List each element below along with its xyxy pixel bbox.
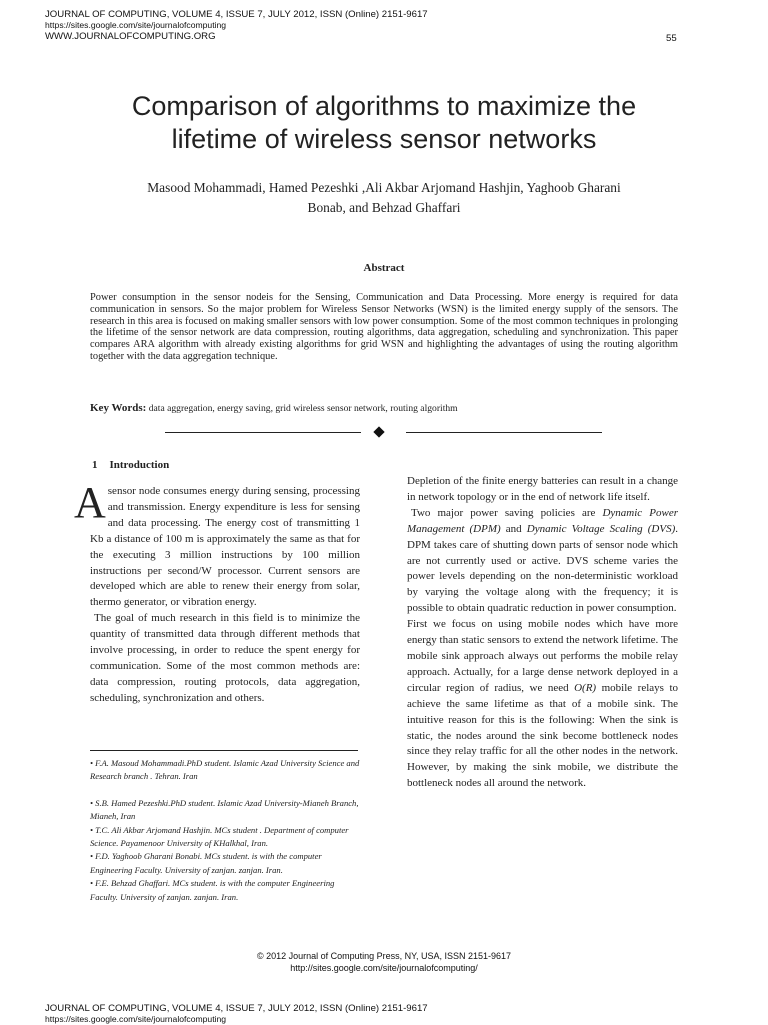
intro-paragraph-1-text: sensor node consumes energy during sensing, processing and transmission. Energy expenditure is less for sensing and data processing. The energy cost of transmitting 1 Kb a distance of 100 m is approximately the same as that for the executing 3 million instructions by 100 million instructions per second/W processor. Current sensors are developed which are able to renew their energy from solar, thermo generator, or vibration energy. — [90, 485, 360, 609]
separator-right — [406, 432, 602, 433]
title-line-2: lifetime of wireless sensor networks — [171, 124, 597, 154]
footnote-item — [90, 850, 360, 877]
big-o-term: O(R) — [574, 681, 597, 694]
footnote-text: F.A. Masoud Mohammadi.PhD student. Islamic Azad University Science and Research branch . Tehran. Iran — [90, 758, 360, 782]
bullet-icon: • — [90, 797, 94, 808]
separator-left — [165, 432, 361, 433]
authors-line-1: Masood Mohammadi, Hamed Pezeshki ,Ali Akbar Arjomand Hashjin, Yaghoob Gharani — [147, 180, 621, 195]
drop-cap: A — [74, 478, 106, 527]
bullet-icon: • — [90, 758, 94, 768]
bullet-icon: • — [90, 824, 94, 835]
p3-text-b: mobile relays to achieve the same lifetime as that of a mobile sink. The intuitive reason for this is the following: When the sink is static, the nodes around the sink become bottleneck nodes since they relay traffic for all the other nodes in the network. However, by making the sink mobile, we distribute the bottleneck nodes all around the network. — [407, 681, 678, 790]
footer-url[interactable]: http://sites.google.com/site/journalofcomputing/ — [290, 963, 478, 973]
title-line-1: Comparison of algorithms to maximize the — [131, 91, 637, 121]
footnote-text: S.B. Hamed Pezeshki.PhD student. Islamic Azad University-Mianeh Branch, Mianeh, Iran — [90, 797, 359, 822]
p2-text-a: Two major power saving policies are — [411, 506, 603, 519]
footnote-text: F.E. Behzad Ghaffari. MCs student. is with the computer Engineering Faculty. University of zanjan. zanjan. Iran. — [90, 878, 335, 902]
right-column — [407, 474, 678, 792]
journal-line: JOURNAL OF COMPUTING, VOLUME 4, ISSUE 7, JULY 2012, ISSN (Online) 2151-9617 — [45, 9, 428, 20]
right-paragraph-3 — [407, 617, 678, 792]
p2-text-b: . DPM takes care of shutting down parts of sensor node which are not currently used or active. DVS scheme varies the power levels depending on the non-deterministic workload by varying the voltage along with the frequency; it is possible to obtain quadratic reduction in power consumption. — [407, 522, 678, 615]
copyright-footer — [0, 950, 768, 974]
footnote-item — [90, 877, 360, 904]
journal-site[interactable]: WWW.JOURNALOFCOMPUTING.ORG — [45, 31, 216, 42]
next-journal-url[interactable]: https://sites.google.com/site/journalofcomputing — [45, 1014, 227, 1024]
footnote-text: F.D. Yaghoob Gharani Bonabi. MCs student. is with the computer Engineering Faculty. University of zanjan. zanjan. Iran. — [90, 851, 322, 875]
intro-paragraph-1 — [74, 478, 360, 611]
abstract-heading: Abstract — [363, 262, 405, 274]
p3-text-a: First we focus on using mobile nodes which have more energy than static sensors to extend the network lifetime. The mobile sink approach always out performs the mobile relay approach. Actually, for a large dense network deployed in a circular region of radius, we need — [407, 618, 678, 694]
right-paragraph-2 — [407, 506, 678, 617]
next-page-header — [45, 1003, 428, 1025]
keywords-text: data aggregation, energy saving, grid wireless sensor network, routing algorithm — [148, 403, 458, 414]
intro-paragraph-2: The goal of much research in this field is to minimize the quantity of transmitted data through different methods that involve processing, in order to reduce the spent energy for communication. Some of the most common methods are: data compression, routing protocols, data aggregation, scheduling, synchronization and others. — [90, 612, 360, 704]
bullet-icon: • — [90, 878, 94, 889]
copyright-text: © 2012 Journal of Computing Press, NY, USA, ISSN 2151-9617 — [256, 951, 512, 961]
footnotes — [90, 757, 360, 904]
keywords-label: Key Words: — [90, 402, 147, 414]
dvs-term: Dynamic Voltage Scaling (DVS) — [526, 522, 676, 535]
separator-diamond-icon — [373, 426, 384, 437]
section-heading — [92, 459, 181, 471]
footnote-item — [90, 797, 360, 824]
page-number: 55 — [666, 33, 677, 44]
footnote-item — [90, 824, 360, 851]
journal-header — [45, 9, 428, 42]
next-journal-line: JOURNAL OF COMPUTING, VOLUME 4, ISSUE 7, JULY 2012, ISSN (Online) 2151-9617 — [45, 1003, 428, 1014]
bullet-icon: • — [90, 851, 94, 862]
p2-and: and — [500, 522, 527, 535]
footnote-item — [90, 757, 360, 784]
section-title: Introduction — [109, 459, 170, 471]
right-paragraph-1: Depletion of the finite energy batteries can result in a change in network topology or in the end of network life itself. — [407, 475, 678, 503]
paper-title — [60, 90, 708, 156]
journal-url[interactable]: https://sites.google.com/site/journalofcomputing — [45, 20, 227, 30]
authors — [100, 178, 668, 218]
authors-line-2: Bonab, and Behzad Ghaffari — [307, 200, 461, 215]
footnote-rule — [90, 750, 358, 751]
abstract-body: Power consumption in the sensor nodeis for the Sensing, Communication and Data Processing. More energy is required for data communication in sensors. So the major problem for Wireless Sensor Networks (WSN) is the limited energy supply of the sensors. The research in this area is focused on making smaller sensors with low power consumption. Some of the most common techniques in prolonging the lifetime of the sensor network are data compression, routing algorithms, data aggregation, scheduling and synchronization. This paper compares ARA algorithm with already existing algorithms for grid WSN and highlighting the advantages of using the routing algorithm together with the data aggregation technique. — [90, 292, 678, 362]
footnote-text: T.C. Ali Akbar Arjomand Hashjin. MCs student . Department of computer Science. Payamenoor University of KHalkhal, Iran. — [90, 824, 349, 849]
section-number: 1 — [92, 459, 98, 471]
left-column — [74, 478, 360, 707]
keywords — [90, 402, 690, 415]
dpm-term: Dynamic Power Management (DPM) — [407, 506, 678, 535]
